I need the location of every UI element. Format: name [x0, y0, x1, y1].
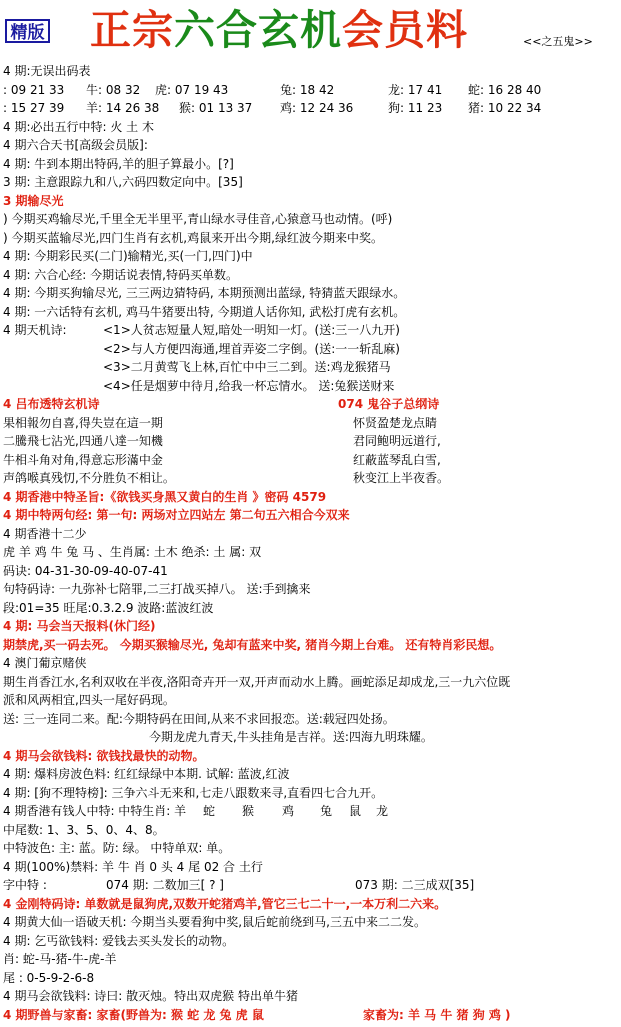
- header: [0, 0, 621, 62]
- text-cell: 4 期野兽与家畜: 家畜(野兽为: 猴 蛇 龙 兔 虎 鼠: [3, 1007, 264, 1022]
- text-cell: 字中特 :: [3, 878, 47, 892]
- text-cell: 4 期香港有钱人中特: 中特生肖: 羊: [3, 804, 187, 818]
- text-line: 期生肖香江水,名利双收在半夜,洛阳奇卉开一双,开声而动水上腾。画蛇添足却成龙,三一九六位既: [3, 674, 511, 689]
- text-line: 4 期六合天书[高级会员版]:: [3, 138, 148, 152]
- text-line: 4 期马会欲钱料: 诗曰: 散灭烛。特出双虎猴 特出单牛猪: [3, 989, 298, 1003]
- text-cell: 今期龙虎九青天,牛头挂角是吉祥。送:四海九明珠耀。: [149, 730, 433, 744]
- text-line: 虎 羊 鸡 牛 兔 马 、生肖属: 土木 绝杀: 土 属: 双: [3, 545, 262, 559]
- text-line: [3, 450, 621, 470]
- text-cell: 鸡: 12 24 36: [280, 101, 354, 115]
- text-cell: 牛相斗角对角,得意忘形滿中金: [3, 452, 163, 467]
- text-cell: <4>任是烟萝中待月,给我一杯忘情水。 送:兔猴送财来: [103, 378, 395, 393]
- text-cell: 蛇: 16 28 40: [468, 82, 542, 97]
- text-cell: 怀贤盈楚龙点睛: [353, 415, 438, 430]
- text-cell: : 15 27 39: [3, 101, 65, 115]
- text-line: 4 澳门葡京赌侠: [3, 656, 87, 670]
- text-cell: 蛇: [203, 804, 216, 818]
- text-cell: 猴: [242, 804, 255, 818]
- text-line: 4 期马会欲钱料: 欲钱找最快的动物。: [3, 748, 205, 763]
- text-line: ) 今期买蓝输尽光,四门生肖有玄机,鸡鼠来开出今期,绿红波今期来中奖。: [3, 230, 383, 245]
- text-cell: 红蔽蓝琴乱白雪,: [353, 452, 441, 467]
- text-line: 4 期: 今期买狗输尽光, 三三两边猜特码, 本期预测出蓝绿, 特猜蓝天跟绿水。: [3, 286, 406, 300]
- text-cell: 074 期: 二数加三[ ? ]: [106, 878, 224, 892]
- text-line: 4 期: 牛到本期出特码,羊的胆子算最小。[?]: [3, 156, 234, 171]
- text-line: 尾 : 0-5-9-2-6-8: [3, 970, 95, 985]
- text-cell: 声鸽喉真残忉,不分胜负不相让。: [3, 471, 175, 485]
- text-cell: 羊: 14 26 38: [86, 101, 160, 115]
- text-line: [3, 357, 621, 377]
- title-part-2: 六合玄机: [174, 6, 342, 54]
- text-line: [3, 80, 621, 100]
- text-line: 4 期中特两句经: 第一句: 两场对立四站左 第二句五六相合今双来: [3, 508, 350, 522]
- text-line: [3, 320, 621, 340]
- text-line: 4 期: 马会当天报料(休门经): [3, 619, 156, 633]
- text-line: [3, 727, 621, 747]
- text-content: 单数就是鼠狗虎,双数开蛇猪鸡羊,管它三七二十一,一本万利二六来。: [80, 896, 447, 911]
- text-cell: 073 期: 二三成双[35]: [355, 878, 475, 892]
- text-line: 肖: 蛇-马-猪-牛-虎-羊: [3, 952, 117, 966]
- text-line: 4 期: 六合心经: 今期话说表情,特码买单数。: [3, 267, 238, 282]
- text-line: 3 期: 主意跟踪九和八,六码四数定向中。[35]: [3, 175, 243, 189]
- text-cell: <3>二月黄莺飞上林,百忙中中三二到。送:鸡龙猴猪马: [103, 360, 391, 374]
- text-line: 4 期香港中特圣旨:《欲钱买身黑又黄白的生肖 》密码 4579: [3, 489, 327, 504]
- page-title: [90, 6, 468, 54]
- page-subtitle: <<之五鬼>>: [523, 35, 593, 48]
- text-cell: 秋变江上半夜香。: [353, 471, 450, 485]
- text-cell: 鼠: [349, 804, 362, 818]
- text-line: 4 期(100%)禁料: 羊 牛 肖 0 头 4 尾 02 合 土行: [3, 859, 263, 874]
- text-cell: 二騰飛七沾光,四通八達一知機: [3, 434, 163, 448]
- text-line: 4 期: 今期彩民买(二门)输精光,买(一门,四门)中: [3, 249, 253, 263]
- text-line: 中尾数: 1、3、5、0、4、8。: [3, 822, 165, 837]
- text-cell: 龙: 17 41: [388, 82, 443, 97]
- text-cell: 猪: 10 22 34: [468, 101, 542, 115]
- text-line: 派和风两相宜,四头一尾好码现。: [3, 693, 175, 707]
- text-line: [3, 376, 621, 396]
- text-line: 句特码诗: 一九弥补七陪罪,二三打战买掉八。 送:手到擒来: [3, 582, 311, 596]
- text-line: 送: 三一连同二来。配:今期特码在田间,从来不求回报恋。送:载冠四处扬。: [3, 711, 395, 726]
- text-cell: 兔: [320, 804, 333, 818]
- text-line: 中特波色: 主: 蓝。防: 绿。 中特单双: 单。: [3, 841, 231, 855]
- text-line: 码诀: 04-31-30-09-40-07-41: [3, 563, 168, 578]
- text-cell: <1>人贫志短量人短,暗处一明知一灯。(送:三一八九开): [103, 323, 400, 337]
- text-cell: 牛: 08 32: [86, 82, 141, 97]
- text-cell: 4 期天机诗:: [3, 323, 67, 337]
- text-line: [3, 875, 621, 895]
- text-label: 4 金刚特码诗:: [3, 896, 81, 911]
- text-line: 4 期: 一六话特有玄机, 鸡马牛猪要出特, 今期道人话你知, 武松打虎有玄机。: [3, 304, 406, 319]
- text-line: 4 期香港十二少: [3, 526, 87, 541]
- text-line: 4 期黄大仙一语破天机: 今期当头要看狗中奖,鼠后蛇前绕到马,三五中来二二发。: [3, 915, 426, 929]
- text-line: [3, 468, 621, 488]
- text-line: 3 期输尽光: [3, 193, 64, 208]
- text-cell: 果相報勿自喜,得失豈在這一期: [3, 415, 163, 430]
- text-cell: 狗: 11 23: [388, 101, 443, 115]
- text-cell: 074 鬼谷子总纲诗: [338, 397, 440, 411]
- text-line: [3, 98, 621, 118]
- text-line: ) 今期买鸡输尽光,千里全无半里平,青山绿水寻佳音,心猿意马也动情。(呼): [3, 212, 393, 226]
- text-cell: 虎: 07 19 43: [155, 82, 229, 97]
- text-line: [3, 801, 621, 821]
- text-line: [3, 1005, 621, 1025]
- text-line: [3, 431, 621, 451]
- text-cell: 4 吕布透特玄机诗: [3, 397, 100, 411]
- text-cell: 龙: [376, 804, 389, 818]
- text-cell: 猴: 01 13 37: [179, 101, 253, 115]
- text-line: 4 期: [狗不理特榜]: 三争六斗无来和,七走八跟数来寻,直看四七合九开。: [3, 785, 384, 800]
- text-cell: 兔: 18 42: [280, 82, 335, 97]
- text-cell: : 09 21 33: [3, 82, 65, 97]
- text-line: 期禁虎,买一码去死。 今期买猴输尽光, 兔却有蓝来中奖, 猪肖今期上台难。 还有特肖彩民想。: [3, 637, 502, 652]
- text-line: 段:01=35 旺尾:0.3.2.9 波路:蓝波红波: [3, 600, 214, 615]
- title-part-3: 会员料: [342, 6, 468, 54]
- text-line: 4 期: 爆料房波色料: 红红绿绿中本期. 试解: 蓝波,红波: [3, 767, 290, 781]
- text-line: 4 期: 乞丐欲钱料: 爱钱去买头发长的动物。: [3, 933, 235, 948]
- text-line: [3, 394, 621, 414]
- text-line: 4 期:无误出码表: [3, 64, 91, 78]
- text-cell: 鸡: [282, 804, 295, 818]
- text-line: [3, 894, 621, 914]
- text-cell: <2>与人方便四海通,埋首弄姿二字倒。(送:一一斩乱麻): [103, 341, 400, 356]
- title-part-1: 正宗: [90, 6, 174, 54]
- text-line: [3, 339, 621, 359]
- text-line: [3, 413, 621, 433]
- text-cell: 家畜为: 羊 马 牛 猪 狗 鸡 ): [363, 1007, 511, 1022]
- text-cell: 君同鲍明远道行,: [353, 434, 441, 448]
- text-line: 4 期:必出五行中特: 火 土 木: [3, 119, 154, 134]
- edition-badge: 精版: [5, 19, 50, 43]
